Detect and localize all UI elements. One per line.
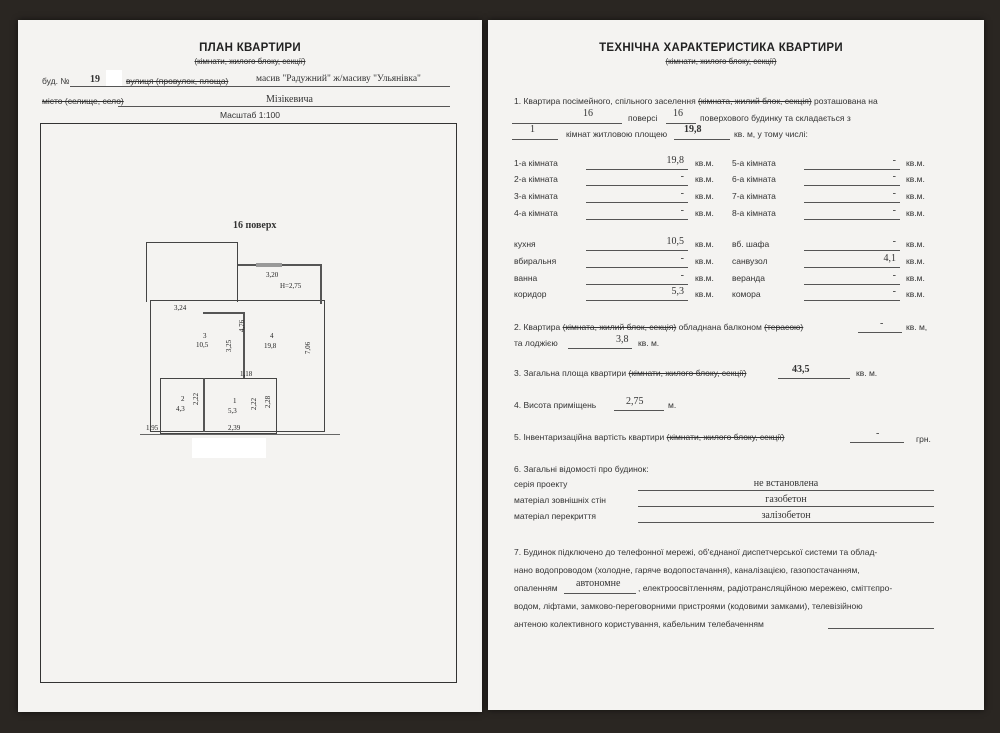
room-underline xyxy=(804,219,900,220)
street-label: вулиця (провулок, площа) xyxy=(126,76,229,86)
bud-label: буд. № xyxy=(42,76,70,86)
char-title: ТЕХНІЧНА ХАРАКТЕРИСТИКА КВАРТИРИ xyxy=(599,42,843,54)
floor-value: 16 xyxy=(583,108,593,119)
s1-tail: кв. м, у тому числі: xyxy=(734,129,808,139)
room4-number: 4 xyxy=(270,332,274,340)
room-unit: кв.м. xyxy=(695,191,714,201)
cost-underline xyxy=(850,442,904,443)
room-value: 5,3 xyxy=(671,286,684,297)
room-unit: кв.м. xyxy=(906,191,925,201)
room-underline xyxy=(586,202,688,203)
walls-underline xyxy=(638,506,934,507)
room-unit: кв.м. xyxy=(906,208,925,218)
s7-line3b: , електроосвітленням, радіотрансляційною мережею, сміттєпро- xyxy=(638,583,893,593)
loggia-underline xyxy=(568,348,632,349)
s2-unit2: кв. м. xyxy=(638,338,660,348)
height-value: 2,75 xyxy=(626,396,644,407)
total-underline xyxy=(778,378,850,379)
room-label: кухня xyxy=(514,239,536,249)
room2-number: 2 xyxy=(181,395,185,403)
s7-line4: водом, ліфтами, замково-переговорними пристроями (кодовими замками), телевізійною xyxy=(514,601,863,611)
room-value: 10,5 xyxy=(666,236,684,247)
dim-228: 2,28 xyxy=(264,395,273,409)
room3-area: 10,5 xyxy=(196,341,209,349)
loggia-value: 3,8 xyxy=(616,334,629,345)
room-underline xyxy=(586,284,688,285)
scale-label: Масштаб 1:100 xyxy=(220,110,280,120)
room-value: - xyxy=(892,236,896,247)
s7-line1: 7. Будинок підключено до телефонної мережі, об'єднаної диспетчерської системи та облад- xyxy=(514,547,878,557)
plan-subtitle: (кімнати, жилого блоку, секції) xyxy=(194,57,306,66)
plan-upper-part xyxy=(146,242,238,302)
room-label: веранда xyxy=(732,273,765,283)
room-label: комора xyxy=(732,289,761,299)
heating-underline xyxy=(564,593,636,594)
room-underline xyxy=(586,300,688,301)
room-unit: кв.м. xyxy=(906,289,925,299)
room-unit: кв.м. xyxy=(906,273,925,283)
plan-partition xyxy=(203,378,205,432)
series-underline xyxy=(638,490,934,491)
room-underline xyxy=(804,267,900,268)
s7-line2: нано водопроводом (холодне, гаряче водопостачання), каналізацією, газопостачанням, xyxy=(514,565,860,575)
dim-706: 7,06 xyxy=(304,341,313,355)
s2-loggia-label: та лоджією xyxy=(514,338,558,348)
cost-value: - xyxy=(876,428,880,439)
walls-label: матеріал зовнішніх стін xyxy=(514,495,606,505)
series-label: серія проекту xyxy=(514,479,568,489)
room-label: 8-а кімната xyxy=(732,208,776,218)
street-value: масив "Радужний" ж/масиву "Ульянівка" xyxy=(256,74,421,84)
room-unit: кв.м. xyxy=(695,273,714,283)
room-value: - xyxy=(680,270,684,281)
dim-195: 1,95 xyxy=(146,424,159,432)
s3-line: 3. Загальна площа квартири (кімнати, жилого блоку, секції) xyxy=(514,368,747,378)
room-unit: кв.м. xyxy=(695,174,714,184)
room3-number: 3 xyxy=(203,332,207,340)
rooms-count: 1 xyxy=(530,124,535,135)
room-unit: кв.м. xyxy=(695,256,714,266)
s1-rooms-label: кімнат житловою площею xyxy=(566,129,668,139)
room-underline xyxy=(586,219,688,220)
room-unit: кв.м. xyxy=(695,158,714,168)
floor-mat-underline xyxy=(638,522,934,523)
plan-right-wall xyxy=(320,264,322,304)
right-page-characteristics xyxy=(488,20,984,710)
living-area: 19,8 xyxy=(684,124,702,135)
city-underline xyxy=(118,106,450,107)
living-underline xyxy=(674,139,730,140)
room-unit: кв.м. xyxy=(906,174,925,184)
room-value: - xyxy=(680,205,684,216)
room-underline xyxy=(804,202,900,203)
dim-222a: 2,22 xyxy=(192,392,201,406)
s1-line1: 1. Квартира посімейного, спільного заселення (кімната, жилий блок, секція) розташована на xyxy=(514,96,878,106)
floor-mat-label: матеріал перекриття xyxy=(514,511,596,521)
walls-value: газобетон xyxy=(765,494,807,505)
dim-476: 4,76 xyxy=(238,319,247,333)
room-unit: кв.м. xyxy=(695,289,714,299)
heating-value: автономне xyxy=(576,578,621,589)
dim-222b: 2,22 xyxy=(250,397,259,411)
total-area: 43,5 xyxy=(792,364,810,375)
room-label: 6-а кімната xyxy=(732,174,776,184)
s3-unit: кв. м. xyxy=(856,368,878,378)
room-value: - xyxy=(892,270,896,281)
room-label: 5-а кімната xyxy=(732,158,776,168)
room-unit: кв.м. xyxy=(906,256,925,266)
room-underline xyxy=(804,185,900,186)
plan-partition-top xyxy=(203,312,243,314)
height-label: Н=2,75 xyxy=(280,282,302,290)
room1-number: 1 xyxy=(233,397,237,405)
redacted-block xyxy=(106,70,122,86)
dim-239: 2,39 xyxy=(228,424,241,432)
balcony-underline xyxy=(858,332,902,333)
city-label: місто (селище, село) xyxy=(42,96,124,106)
room-underline xyxy=(586,185,688,186)
room-unit: кв.м. xyxy=(906,239,925,249)
floor-mat-value: залізобетон xyxy=(761,510,811,521)
room-value: 19,8 xyxy=(666,155,684,166)
s7-line3a: опаленням xyxy=(514,583,558,593)
room-value: - xyxy=(892,286,896,297)
room-value: - xyxy=(892,188,896,199)
dim-324: 3,24 xyxy=(174,304,187,312)
balcony-value: - xyxy=(880,318,884,329)
dim-320: 3,20 xyxy=(266,271,279,279)
floors-total: 16 xyxy=(673,108,683,119)
room-unit: кв.м. xyxy=(695,239,714,249)
room-label: 3-а кімната xyxy=(514,191,558,201)
char-subtitle: (кімнати, жилого блоку, секції) xyxy=(665,57,777,66)
s4-unit: м. xyxy=(668,400,677,410)
s6-title: 6. Загальні відомості про будинок: xyxy=(514,464,649,474)
city-value: Мізікевича xyxy=(266,94,313,105)
room-label: ванна xyxy=(514,273,538,283)
room-value: - xyxy=(892,171,896,182)
s7-line5: антеною колективного користування, кабельним телебаченням xyxy=(514,619,764,629)
room-underline xyxy=(804,169,900,170)
room-label: коридор xyxy=(514,289,547,299)
plan-window xyxy=(256,263,282,267)
room-label: вб. шафа xyxy=(732,239,770,249)
room-underline xyxy=(804,284,900,285)
plan-bottom-dim-line xyxy=(140,434,340,435)
dim-325: 3,25 xyxy=(225,339,234,353)
s2-unit: кв. м, xyxy=(906,322,928,332)
room-label: 4-а кімната xyxy=(514,208,558,218)
room-label: 7-а кімната xyxy=(732,191,776,201)
redacted-block-plan xyxy=(192,438,266,458)
room2-area: 4,3 xyxy=(176,405,185,413)
address-underline xyxy=(70,86,450,87)
room1-area: 5,3 xyxy=(228,407,237,415)
s2-line1: 2. Квартира (кімната, жилий блок, секція) обладнана балконом (терасою) xyxy=(514,322,804,332)
room-unit: кв.м. xyxy=(906,158,925,168)
room-value: 4,1 xyxy=(883,253,896,264)
room-underline xyxy=(804,250,900,251)
left-page-plan xyxy=(18,20,482,712)
rooms-underline xyxy=(512,139,558,140)
room-value: - xyxy=(892,205,896,216)
room-underline xyxy=(804,300,900,301)
room-label: 2-а кімната xyxy=(514,174,558,184)
room-value: - xyxy=(680,253,684,264)
s1-floors-label: поверхового будинку та складається з xyxy=(700,113,851,123)
room-value: - xyxy=(892,155,896,166)
plan-title: ПЛАН КВАРТИРИ xyxy=(199,42,301,54)
room-underline xyxy=(586,169,688,170)
room-label: вбиральня xyxy=(514,256,557,266)
room-value: - xyxy=(680,171,684,182)
s7-underline xyxy=(828,628,934,629)
room-label: санвузол xyxy=(732,256,768,266)
room4-area: 19,8 xyxy=(264,342,277,350)
room-underline xyxy=(586,267,688,268)
s1-floor-label: поверсі xyxy=(628,113,658,123)
room-underline xyxy=(586,250,688,251)
s5-unit: грн. xyxy=(916,434,931,444)
s4-label: 4. Висота приміщень xyxy=(514,400,597,410)
dim-118: 1,18 xyxy=(240,370,253,378)
floor-underline xyxy=(512,123,622,124)
room-label: 1-а кімната xyxy=(514,158,558,168)
floor-label: 16 поверх xyxy=(233,220,277,231)
bud-number: 19 xyxy=(90,74,100,85)
height-underline xyxy=(614,410,664,411)
room-unit: кв.м. xyxy=(695,208,714,218)
series-value: не встановлена xyxy=(753,478,819,489)
room-value: - xyxy=(680,188,684,199)
s5-line: 5. Інвентаризаційна вартість квартири (кімнати, жилого блоку, секції) xyxy=(514,432,785,442)
